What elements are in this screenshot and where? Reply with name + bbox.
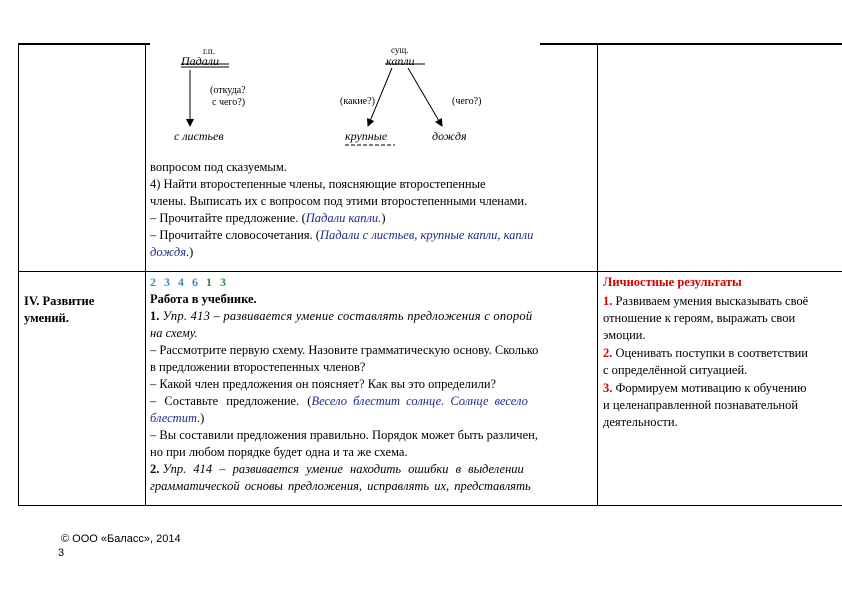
q3-suffix: .) [196,411,205,425]
ex1-title: Упр. 413 – развивается умение составлять предложения с опорой [162,309,533,323]
q3-prefix: – Составьте предложение. ( [150,394,312,408]
q1-line-2: в предложении второстепенных членов? [150,360,366,374]
result-item-2-line-2: с определённой ситуацией. [603,363,748,377]
q1-line-1: – Рассмотрите первую схему. Назовите грамматическую основу. Сколько [150,343,539,357]
result-item-1-line-3: эмоции. [603,328,646,342]
diagram-right-mark: сущ. [391,45,409,55]
row1-line-4 [150,210,385,227]
level-marker: 6 [192,275,198,289]
diagram-right-word: капли [386,54,415,68]
ex1-number: 1. [150,309,160,323]
level-markers [150,274,234,291]
result-item-3-line-1 [603,380,806,397]
level-marker: 1 [206,275,212,289]
ex2-line-2: грамматической основы предложения, исправлять их, представлять [150,479,531,493]
level-marker: 3 [164,275,170,289]
result-item-1-line-1 [603,293,808,310]
row1-line-1: вопросом под сказуемым. [150,160,287,174]
q3-example-2: блестит [150,411,197,425]
row1-line-5-prefix: – Прочитайте словосочетания. ( [150,228,320,242]
diagram-left-target: с листьев [174,129,224,143]
q4-line-1: – Вы составили предложения правильно. Порядок может быть различен, [150,428,538,442]
result-item-1-number: 1. [603,294,613,308]
row1-line-6 [150,244,193,261]
page-number: 3 [58,547,65,559]
result-item-2-text: Оценивать поступки в соответствии [615,346,808,360]
result-item-3-line-2: и целенаправленной познавательной [603,398,799,412]
q4-line-2: но при любом порядке будет одна и та же схема. [150,445,408,459]
result-item-1-text: Развиваем умения высказывать своё [615,294,809,308]
row1-line-4-example: Падали капли. [305,211,382,225]
level-marker: 3 [220,275,226,289]
q3-example: Весело блестит солнце. Солнце весело [311,394,528,408]
result-item-3-text: Формируем мотивацию к обучению [615,381,807,395]
row1-line-3: члены. Выписать их с вопросом под этими второстепенными членами. [150,194,528,208]
work-heading: Работа в учебнике. [150,292,257,306]
q3-line-2 [150,410,204,427]
result-item-3-line-3: деятельности. [603,415,678,429]
row1-line-5 [150,227,533,244]
diagram-left-mark: г.п. [203,46,215,56]
ex2-title: Упр. 414 – развивается умение находить ошибки в выделении [162,462,524,476]
level-marker: 4 [178,275,184,289]
result-item-1-line-2: отношение к героям, выражать свои [603,311,796,325]
row1-line-6-example: дождя [150,245,187,259]
table-top-border-left [18,43,150,45]
q2: – Какой член предложения он поясняет? Как вы это определили? [150,377,497,391]
ex1-line-1 [150,308,532,325]
row1-line-2: 4) Найти второстепенные члены, поясняющие второстепенные [150,177,486,191]
diagram-left-question-2: с чего?) [212,97,246,108]
ex1-line-2: на схему. [150,326,198,340]
table-col-divider-1 [145,43,146,506]
table-row-divider [18,271,842,272]
table-bottom-border [18,505,842,506]
table-top-border-right [540,43,842,45]
result-item-2-line-1 [603,345,808,362]
diagram-right-target-right: дождя [432,129,467,143]
row1-line-4-suffix: ) [381,211,386,225]
table-col-divider-2 [597,43,598,506]
copyright: © ООО «Баласс», 2014 [61,533,181,545]
result-item-3-number: 3. [603,381,613,395]
diagram-left-question-1: (откуда? [210,85,246,96]
ex2-line-1 [150,461,524,478]
stage-label [24,293,142,327]
diagram-right-target-left: крупные [345,129,388,143]
ex2-number: 2. [150,462,160,476]
stage-label-text: IV. Развитие умений. [24,294,95,325]
result-item-2-number: 2. [603,346,613,360]
row1-line-6-suffix: .) [186,245,194,259]
level-marker: 2 [150,275,156,289]
q3-line-1 [150,393,528,410]
diagram-right-question-right: (чего?) [452,96,482,107]
results-title: Личностные результаты [603,275,742,289]
diagram-left-word: Падали [181,54,219,68]
row1-line-4-prefix: – Прочитайте предложение. ( [150,211,306,225]
row1-line-5-example: Падали с листьев, крупные капли, капли [319,228,534,242]
table-left-border [18,43,19,506]
diagram-right-question-left: (какие?) [340,96,375,107]
